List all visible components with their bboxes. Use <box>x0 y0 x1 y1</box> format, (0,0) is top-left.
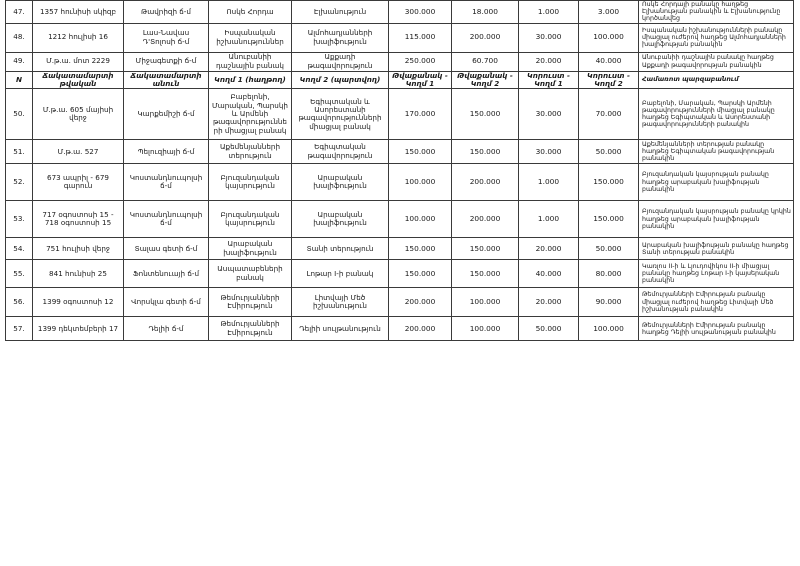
cell-l1: 20.000 <box>519 288 579 317</box>
cell-side2: Լոթար I-ի բանակ <box>292 260 389 288</box>
cell-n: 48. <box>6 23 33 52</box>
header-date: Ճակատամարտի թվական <box>33 71 124 89</box>
cell-name: Թավրիզի ճ-մ <box>124 1 209 24</box>
cell-l1: 30.000 <box>519 23 579 52</box>
cell-name: Դելիի ճ-մ <box>124 317 209 341</box>
cell-c2: 200.000 <box>452 201 519 238</box>
header-name: Ճակատամարտի անուն <box>124 71 209 89</box>
table-row <box>6 288 794 317</box>
cell-date: 1399 օգոստոսի 12 <box>33 288 124 317</box>
cell-l2: 50.000 <box>579 140 639 164</box>
cell-reason: Թեմուրյանների Էմիրության բանակը հաղթեց Դելիի սուլթանության բանակին <box>639 317 794 341</box>
cell-n: 57. <box>6 317 33 341</box>
header-count2: Թվաքանակ - Կողմ 2 <box>452 71 519 89</box>
cell-reason: Անուբանիի դաշնային բանակը հաղթեց Աքքադի թագավորության բանակին <box>639 52 794 71</box>
cell-n: 49. <box>6 52 33 71</box>
cell-reason: Բաբելոնի, Մարական, Պարսկի Արմենի թագավորությունների միացյալ բանակը հաղթեց Եգիպտական և Ասորեստանի թագավորությունների բանակին <box>639 89 794 140</box>
cell-n: 53. <box>6 201 33 238</box>
cell-l1: 20.000 <box>519 238 579 260</box>
cell-side2: Լիտվայի Մեծ իշխանություն <box>292 288 389 317</box>
cell-n: 51. <box>6 140 33 164</box>
cell-c1: 100.000 <box>389 164 452 201</box>
cell-l1: 30.000 <box>519 89 579 140</box>
cell-l1: 20.000 <box>519 52 579 71</box>
cell-l2: 50.000 <box>579 238 639 260</box>
cell-c2: 200.000 <box>452 23 519 52</box>
cell-reason: Ոսկե Հորդայի բանակը հաղթեց Էլխանության բանակին և Էլխանությունը կործանվեց <box>639 1 794 24</box>
table-body-bottom <box>6 89 794 341</box>
cell-c2: 150.000 <box>452 238 519 260</box>
battles-table-page <box>5 0 793 341</box>
cell-reason: Իսպանական իշխանությունների բանակը միացյալ ուժերով հաղթեց Ալմոհադյանների խալիֆության բանակին <box>639 23 794 52</box>
cell-l1: 30.000 <box>519 140 579 164</box>
cell-c2: 150.000 <box>452 89 519 140</box>
cell-l2: 70.000 <box>579 89 639 140</box>
cell-name: Ֆոնտենուայի ճ-մ <box>124 260 209 288</box>
cell-reason: Բյուզանդական կայսրության բանակը կրկին հաղթեց արաբական խալիֆության բանակին <box>639 201 794 238</box>
cell-name: Կարքեմիշի ճ-մ <box>124 89 209 140</box>
table-body-top <box>6 1 794 72</box>
cell-c1: 100.000 <box>389 201 452 238</box>
cell-date: 717 օգոստոսի 15 - 718 օգոստոսի 15 <box>33 201 124 238</box>
cell-reason: Աքեմենյանների տերության բանակը հաղթեց Եգիպտական թագավորության բանակին <box>639 140 794 164</box>
cell-c2: 100.000 <box>452 317 519 341</box>
cell-name: Կոստանդնուպոլսի ճ-մ <box>124 164 209 201</box>
table-row <box>6 164 794 201</box>
cell-reason: Բյուզանդական կայսրության բանակը հաղթեց արաբական խալիֆության բանակին <box>639 164 794 201</box>
table-row <box>6 201 794 238</box>
cell-side2: Եգիպտական թագավորություն <box>292 140 389 164</box>
cell-c1: 115.000 <box>389 23 452 52</box>
cell-l2: 150.000 <box>579 164 639 201</box>
table-row <box>6 1 794 24</box>
cell-side1: Թեմուրյանների Էմիրություն <box>209 317 292 341</box>
header-loss2: Կորուստ - Կողմ 2 <box>579 71 639 89</box>
cell-l2: 80.000 <box>579 260 639 288</box>
cell-side1: Բաբելոնի, Մարական, Պարսկի և Արմենի թագավորությունների միացյալ բանակ <box>209 89 292 140</box>
cell-c1: 200.000 <box>389 317 452 341</box>
cell-date: Մ.թ.ա. մոտ 2229 <box>33 52 124 71</box>
cell-side1: Թեմուրյանների Էմիրություն <box>209 288 292 317</box>
cell-l2: 100.000 <box>579 23 639 52</box>
cell-date: 841 հունիսի 25 <box>33 260 124 288</box>
cell-date: 1357 հունիսի սկիզբ <box>33 1 124 24</box>
cell-side2: Աքքադի թագավորություն <box>292 52 389 71</box>
cell-side1: Բյուզանդական կայսրություն <box>209 164 292 201</box>
table-row <box>6 23 794 52</box>
cell-l1: 50.000 <box>519 317 579 341</box>
cell-c1: 150.000 <box>389 238 452 260</box>
cell-c1: 250.000 <box>389 52 452 71</box>
table-header <box>6 71 794 89</box>
cell-n: 56. <box>6 288 33 317</box>
cell-side2: Եգիպտական և Ասորեստանի թագավորությունների միացյալ բանակ <box>292 89 389 140</box>
cell-side2: Ալմոհադյանների խալիֆություն <box>292 23 389 52</box>
cell-c1: 150.000 <box>389 140 452 164</box>
cell-l1: 1.000 <box>519 201 579 238</box>
cell-c1: 170.000 <box>389 89 452 140</box>
cell-n: 54. <box>6 238 33 260</box>
cell-reason: Արաբական խալիֆության բանակը հաղթեց Տանի տերության բանակին <box>639 238 794 260</box>
cell-name: Տալաս գետի ճ-մ <box>124 238 209 260</box>
header-n: N <box>6 71 33 89</box>
cell-side2: Արաբական խալիֆություն <box>292 201 389 238</box>
header-reason: Համառոտ պարզաբանում <box>639 71 794 89</box>
cell-l2: 3.000 <box>579 1 639 24</box>
cell-date: 673 ապրիլ - 679 գարուն <box>33 164 124 201</box>
cell-name: Պելուզիայի ճ-մ <box>124 140 209 164</box>
table-row <box>6 317 794 341</box>
cell-c1: 150.000 <box>389 260 452 288</box>
cell-n: 47. <box>6 1 33 24</box>
cell-l2: 100.000 <box>579 317 639 341</box>
cell-n: 50. <box>6 89 33 140</box>
cell-c2: 100.000 <box>452 288 519 317</box>
cell-l2: 90.000 <box>579 288 639 317</box>
cell-c2: 150.000 <box>452 260 519 288</box>
table-row <box>6 238 794 260</box>
cell-side1: Իսպանական իշխանություններ <box>209 23 292 52</box>
cell-side2: Էլխանություն <box>292 1 389 24</box>
cell-side1: Ասպատաբեների բանակ <box>209 260 292 288</box>
table-row <box>6 89 794 140</box>
cell-c1: 300.000 <box>389 1 452 24</box>
cell-name: Լաս-Նավաս Դ'Տոլոսի ճ-մ <box>124 23 209 52</box>
battles-table <box>5 0 794 341</box>
cell-name: Վորսկլա գետի ճ-մ <box>124 288 209 317</box>
cell-l1: 1.000 <box>519 1 579 24</box>
cell-date: Մ.թ.ա. 527 <box>33 140 124 164</box>
cell-name: Կոստանդնուպոլսի ճ-մ <box>124 201 209 238</box>
cell-reason: Կառլոս II-ի և Լյուդովիկոս II-ի միացյալ բանակը հաղթեց Լոթար I-ի կայսերական բանակին <box>639 260 794 288</box>
cell-l2: 150.000 <box>579 201 639 238</box>
header-row <box>6 71 794 89</box>
cell-side1: Արաբական խալիֆություն <box>209 238 292 260</box>
cell-date: 751 հուլիսի վերջ <box>33 238 124 260</box>
cell-name: Միջագետքի ճ-մ <box>124 52 209 71</box>
table-row <box>6 260 794 288</box>
cell-n: 52. <box>6 164 33 201</box>
table-row <box>6 140 794 164</box>
cell-l2: 40.000 <box>579 52 639 71</box>
cell-n: 55. <box>6 260 33 288</box>
table-row <box>6 52 794 71</box>
header-count1: Թվաքանակ - Կողմ 1 <box>389 71 452 89</box>
cell-side1: Աքեմենյանների տերություն <box>209 140 292 164</box>
cell-l1: 1.000 <box>519 164 579 201</box>
cell-side2: Դելիի սուլթանություն <box>292 317 389 341</box>
cell-l1: 40.000 <box>519 260 579 288</box>
header-side2: Կողմ 2 (պարտվող) <box>292 71 389 89</box>
cell-side1: Բյուզանդական կայսրություն <box>209 201 292 238</box>
cell-c2: 200.000 <box>452 164 519 201</box>
cell-side2: Արաբական խալիֆություն <box>292 164 389 201</box>
cell-date: Մ.թ.ա. 605 մայիսի վերջ <box>33 89 124 140</box>
header-side1: Կողմ 1 (հաղթող) <box>209 71 292 89</box>
cell-date: 1399 դեկտեմբերի 17 <box>33 317 124 341</box>
cell-side1: Ոսկե Հորդա <box>209 1 292 24</box>
cell-reason: Թեմուրյանների Էմիրության բանակը միացյալ ուժերով հաղթեց Լիտվայի Մեծ իշխանության բանակին <box>639 288 794 317</box>
cell-c2: 60.700 <box>452 52 519 71</box>
cell-c1: 200.000 <box>389 288 452 317</box>
cell-side2: Տանի տերություն <box>292 238 389 260</box>
cell-date: 1212 հուլիսի 16 <box>33 23 124 52</box>
header-loss1: Կորուստ - Կողմ 1 <box>519 71 579 89</box>
cell-side1: Անուբանիի դաշնային բանակ <box>209 52 292 71</box>
cell-c2: 18.000 <box>452 1 519 24</box>
cell-c2: 150.000 <box>452 140 519 164</box>
